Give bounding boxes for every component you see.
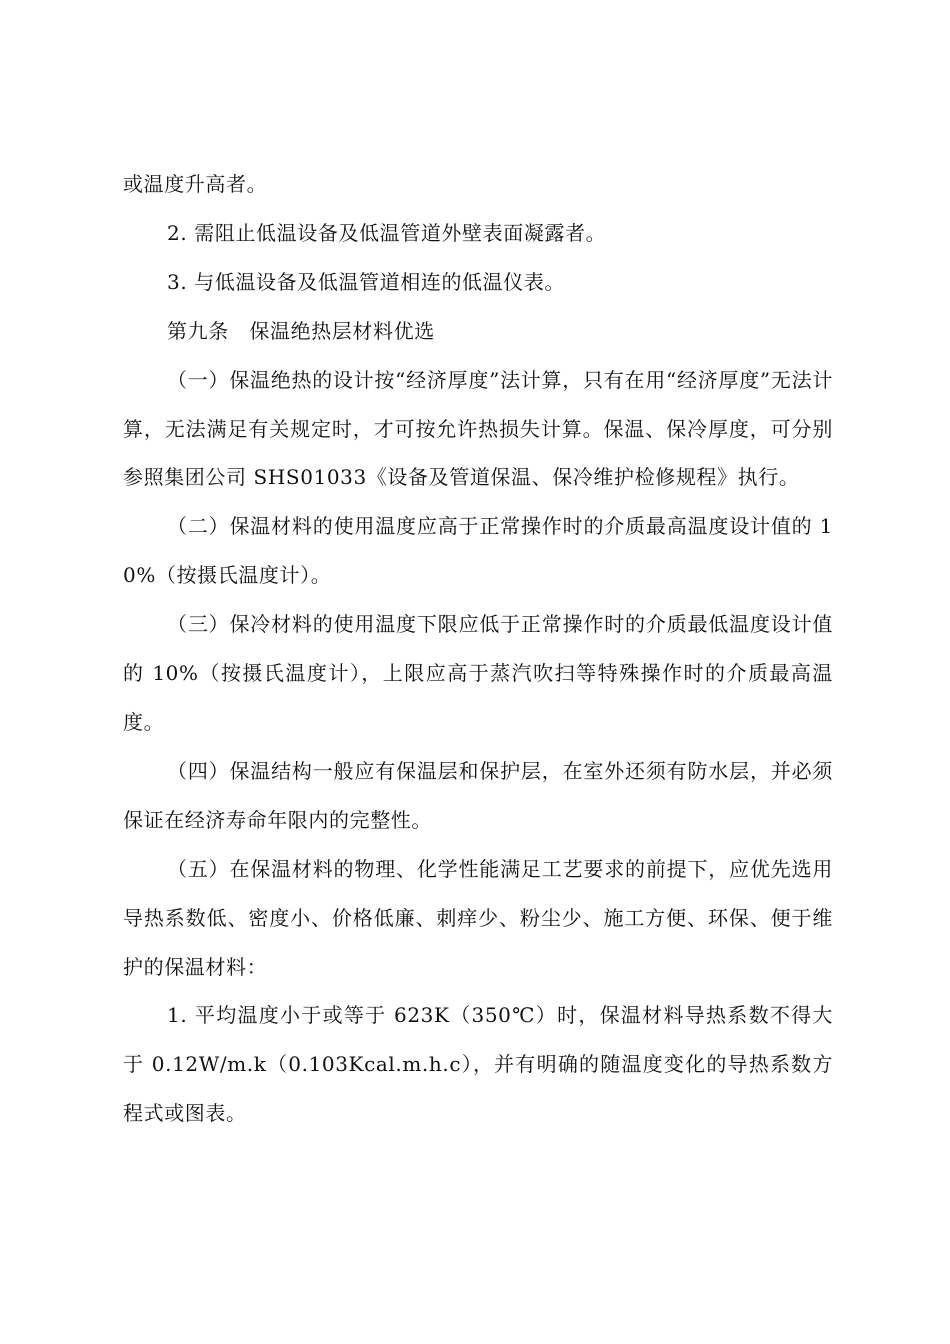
clause-1: （一）保温绝热的设计按“经济厚度”法计算，只有在用“经济厚度”无法计算，无法满足有关规定时，才可按允许热损失计算。保温、保冷厚度，可分别参照集团公司 SHS01033《设备及管道保温、保冷维护检修规程》执行。 xyxy=(123,367,833,490)
clause-2: （二）保温材料的使用温度应高于正常操作时的介质最高温度设计值的 10%（按摄氏温度计）。 xyxy=(123,514,833,588)
paragraph-continuation: 或温度升高者。 xyxy=(123,172,268,196)
list-item-3: 3. 与低温设备及低温管道相连的低温仪表。 xyxy=(167,269,566,294)
list-item-2: 2. 需阻止低温设备及低温管道外壁表面凝露者。 xyxy=(167,220,607,245)
clause-3: （三）保冷材料的使用温度下限应低于正常操作时的介质最低温度设计值的 10%（按摄氏温度计），上限应高于蒸汽吹扫等特殊操作时的介质最高温度。 xyxy=(123,612,833,734)
clause-5: （五）在保温材料的物理、化学性能满足工艺要求的前提下，应优先选用导热系数低、密度小、价格低廉、刺痒少、粉尘少、施工方便、环保、便于维护的保温材料： xyxy=(123,856,833,979)
clause-4: （四）保温结构一般应有保温层和保护层，在室外还须有防水层，并必须保证在经济寿命年限内的完整性。 xyxy=(123,758,833,832)
sub-item-1: 1. 平均温度小于或等于 623K（350℃）时，保温材料导热系数不得大于 0.12W/m.k（0.103Kcal.m.h.c），并有明确的随温度变化的导热系数方程式或图表。 xyxy=(123,1003,833,1126)
document-body xyxy=(123,160,833,1138)
section-heading-article-9: 第九条 保温绝热层材料优选 xyxy=(167,318,435,343)
